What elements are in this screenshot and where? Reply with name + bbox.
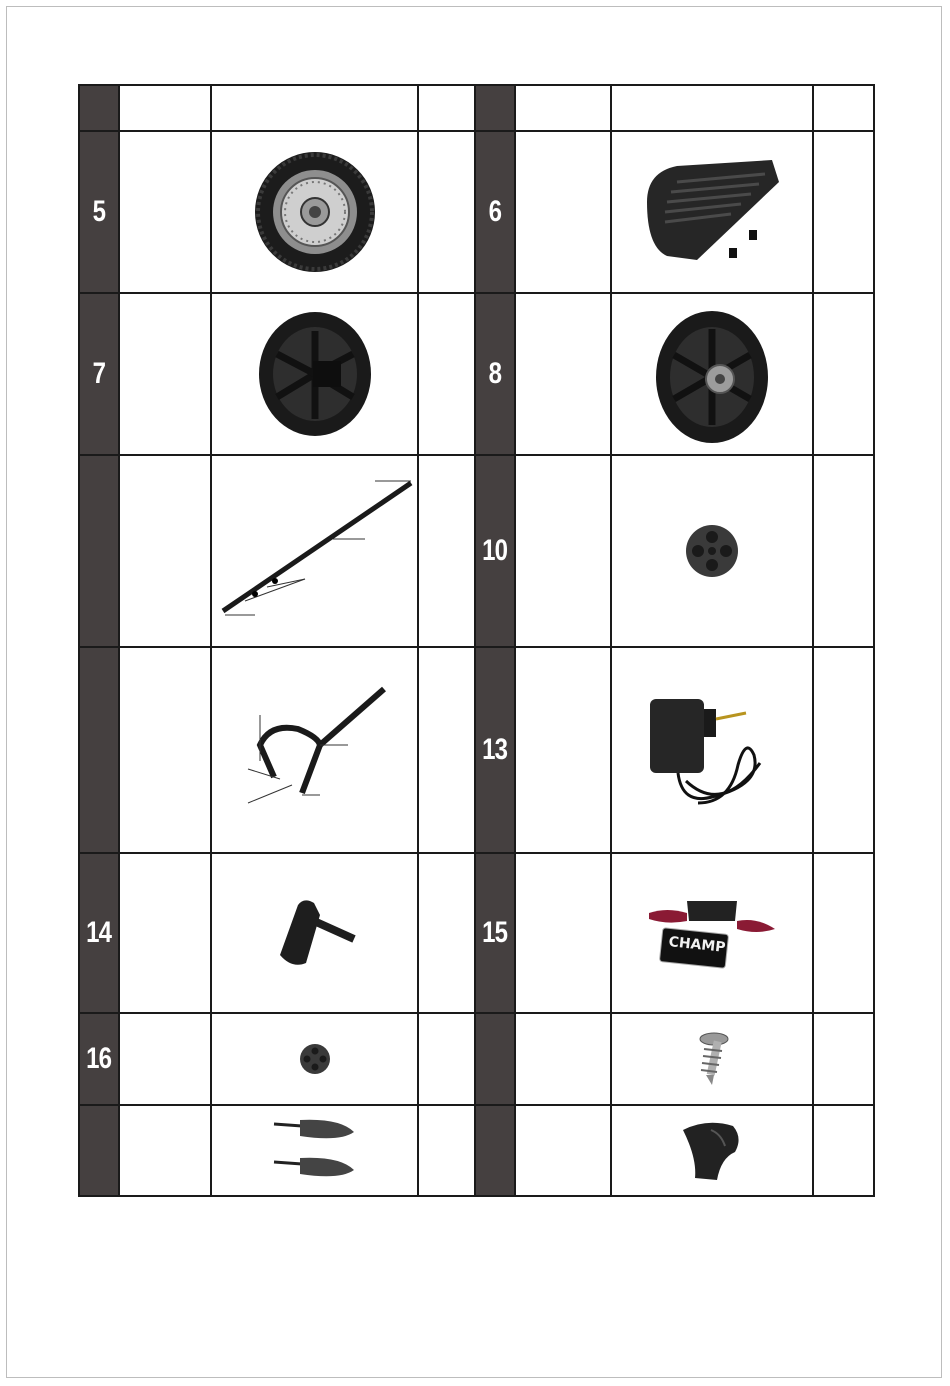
part-number: 10 (482, 534, 508, 567)
part-qty-cell (813, 1105, 874, 1196)
part-number-cell (475, 131, 515, 293)
header-cell-qty-left (418, 85, 475, 131)
part-number: 5 (92, 195, 106, 228)
part-name-cell (119, 455, 211, 647)
part-number-cell (79, 1105, 119, 1196)
part-name-cell (515, 1013, 611, 1105)
part-qty-cell (418, 647, 475, 853)
part-image-cell (611, 853, 813, 1013)
part-number-cell (79, 647, 119, 853)
rear-axle-rod-icon (215, 461, 415, 641)
license-plate-bracket-with-indicators-icon (647, 891, 777, 975)
part-image-cell (611, 455, 813, 647)
part-number: 15 (482, 916, 508, 949)
part-image-cell (611, 131, 813, 293)
part-row (79, 1105, 874, 1196)
part-row (79, 647, 874, 853)
part-name-cell (119, 647, 211, 853)
part-image-cell (211, 853, 418, 1013)
part-number-cell (475, 455, 515, 647)
header-cell-image-left (211, 85, 418, 131)
screw-icon (692, 1031, 732, 1087)
part-name-cell (515, 853, 611, 1013)
part-name-cell (119, 1105, 211, 1196)
part-qty-cell (418, 131, 475, 293)
part-name-cell (119, 1013, 211, 1105)
parts-table (78, 84, 875, 1197)
part-number: 14 (86, 916, 112, 949)
rear-wheel-with-gear-hub-icon (652, 299, 772, 449)
part-row (79, 455, 874, 647)
part-name-cell (515, 293, 611, 455)
part-qty-cell (418, 1013, 475, 1105)
part-number-cell (475, 853, 515, 1013)
battery-charger-icon (642, 685, 782, 815)
part-qty-cell (813, 853, 874, 1013)
part-qty-cell (813, 647, 874, 853)
rear-wheel-with-disc-brake-icon (250, 147, 380, 277)
front-wheel-icon (255, 309, 375, 439)
part-row (79, 293, 874, 455)
part-qty-cell (418, 853, 475, 1013)
part-name-cell (515, 455, 611, 647)
part-image-cell (211, 131, 418, 293)
part-image-cell (211, 647, 418, 853)
part-number-cell (475, 1105, 515, 1196)
part-number-cell (475, 293, 515, 455)
part-image-cell (611, 293, 813, 455)
header-cell-image-right (611, 85, 813, 131)
license-plate-text: CHAMP (667, 934, 727, 956)
part-name-cell (119, 131, 211, 293)
part-row (79, 1013, 874, 1105)
part-number: 8 (488, 357, 502, 390)
part-image-cell (611, 1105, 813, 1196)
part-image-cell (611, 1013, 813, 1105)
part-qty-cell (813, 131, 874, 293)
angled-pipe-connector-icon (270, 893, 360, 973)
part-number-cell (79, 853, 119, 1013)
part-number-cell (475, 1013, 515, 1105)
part-image-cell (211, 455, 418, 647)
part-name-cell (515, 647, 611, 853)
part-qty-cell (418, 293, 475, 455)
part-image-cell (611, 647, 813, 853)
part-number-cell (79, 131, 119, 293)
part-number: 7 (92, 357, 106, 390)
part-qty-cell (813, 1013, 874, 1105)
part-name-cell (515, 1105, 611, 1196)
part-qty-cell (813, 293, 874, 455)
part-number: 13 (482, 733, 508, 766)
front-fork-icon (240, 685, 390, 815)
header-cell-qty-right (813, 85, 874, 131)
header-cell-name-right (515, 85, 611, 131)
part-number-cell (79, 293, 119, 455)
header-cell-number-right (475, 85, 515, 131)
header-cell-name-left (119, 85, 211, 131)
part-number-cell (79, 455, 119, 647)
part-row (79, 853, 874, 1013)
part-row (79, 131, 874, 293)
header-cell-number-left (79, 85, 119, 131)
part-number: 6 (488, 195, 502, 228)
part-name-cell (119, 853, 211, 1013)
front-fender-icon (677, 1118, 747, 1184)
footrest-plate-icon (637, 152, 787, 272)
pair-of-indicator-lights-icon (270, 1116, 360, 1186)
wheel-hub-cap-icon (682, 521, 742, 581)
part-image-cell (211, 1105, 418, 1196)
part-name-cell (119, 293, 211, 455)
header-row (79, 85, 874, 131)
part-number: 16 (86, 1042, 112, 1075)
small-hub-cap-icon (297, 1041, 333, 1077)
part-image-cell (211, 1013, 418, 1105)
part-qty-cell (418, 1105, 475, 1196)
part-name-cell (515, 131, 611, 293)
part-qty-cell (813, 455, 874, 647)
part-number-cell (475, 647, 515, 853)
part-qty-cell (418, 455, 475, 647)
part-image-cell (211, 293, 418, 455)
part-number-cell (79, 1013, 119, 1105)
